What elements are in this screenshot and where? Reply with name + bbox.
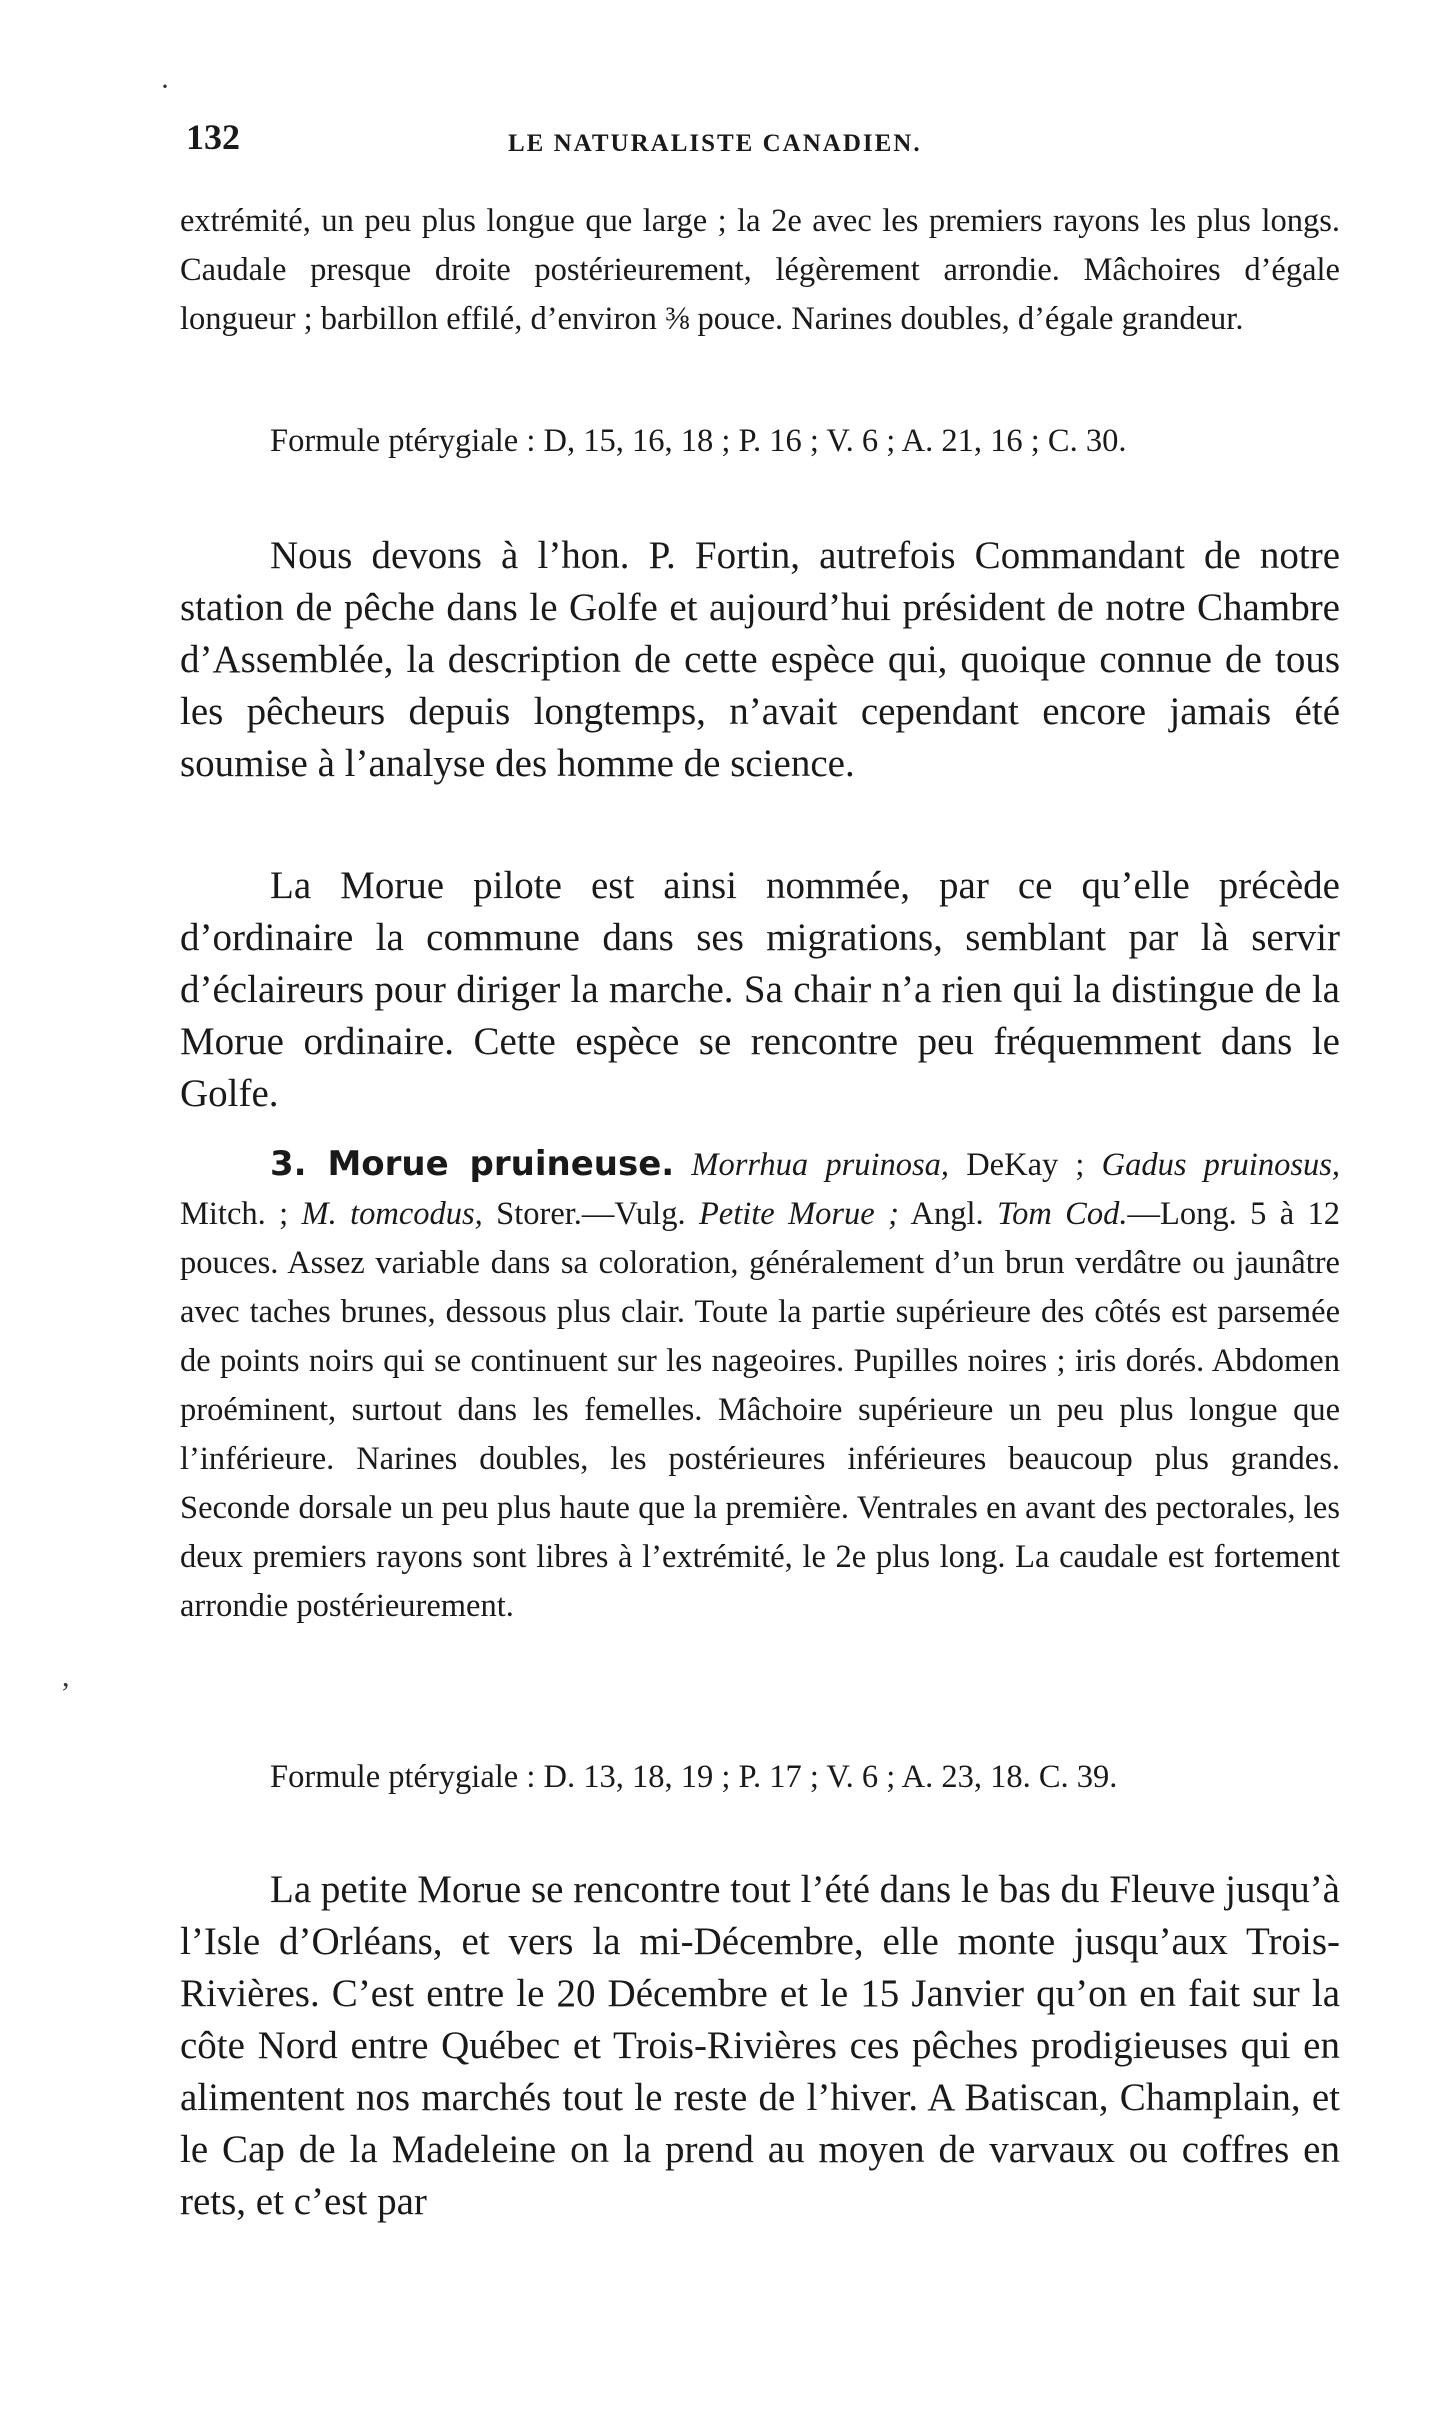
pterygial-formula-1: Formule ptérygiale : D, 15, 16, 18 ; P. 16 ; V. 6 ; A. 21, 16 ; C. 30. — [270, 423, 1127, 459]
english-label: Angl. — [898, 1196, 997, 1232]
paragraph-fortin: Nous devons à l’hon. P. Fortin, autrefois Commandant de notre station de pêche dans le Golfe et aujourd’hui président de notre Chambre d’Assemblée, la description de cette espèce qui, quoique connue de tous les pêcheurs depuis longtemps, n’avait cependant encore jamais été soumise à l’analyse des homme de science. — [180, 534, 1340, 785]
species-heading: 3. Morue pruineuse. — [270, 1144, 675, 1184]
paragraph-morue-pilote: La Morue pilote est ainsi nommée, par ce qu’elle précède d’ordinaire la commune dans ses migrations, semblant par là servir d’éclaireurs pour diriger la marche. Sa chair n’a rien qui la distingue de la Morue ordinaire. Cette espèce se rencontre peu fréquemment dans le Golfe. — [180, 864, 1340, 1115]
paragraph-petite-morue: La petite Morue se rencontre tout l’été dans le bas du Fleuve jusqu’à l’Isle d’Orléans, et vers la mi-Décembre, elle monte jusqu’aux Trois-Rivières. C’est entre le 20 Décembre et le 15 Janvier qu’on en fait sur la côte Nord entre Québec et Trois-Rivières ces pêches prodigieuses qui en alimentent nos marchés tout le reste de l’hiver. A Batiscan, Champlain, et le Cap de la Madeleine on la prend au moyen de varvaux ou coffres en rets, et c’est par — [180, 1868, 1340, 2223]
synonym-name: Gadus pruinosus, — [1101, 1147, 1341, 1183]
scientific-name: Morrhua pruinosa, — [691, 1147, 950, 1183]
page-header — [178, 112, 1338, 162]
page-number: 132 — [186, 117, 240, 157]
authority: DeKay ; — [949, 1147, 1102, 1183]
synonym-name: M. tomcodus, — [301, 1196, 483, 1232]
species-entry-morue-pruineuse — [180, 1140, 1340, 1631]
species-description: —Long. 5 à 12 pouces. Assez variable dans sa coloration, généralement d’un brun verdâtre ou jaunâtre avec taches brunes, dessous plus clair. Toute la partie supérieure des côtés est parsemée de points noirs qui se continuent sur les nageoires. Pupilles noires ; iris dorés. Abdomen proéminent, surtout dans les femelles. Mâchoire supérieure un peu plus longue que l’inférieure. Narines doubles, les postérieures inférieures beaucoup plus grandes. Seconde dorsale un peu plus haute que la première. Ventrales en avant des pectorales, les deux premiers rayons sont libres à l’extrémité, le 2e plus long. La caudale est fortement arrondie postérieurement. — [180, 1196, 1340, 1624]
authority: Storer.—Vulg. — [482, 1196, 699, 1232]
pterygial-formula-2: Formule ptérygiale : D. 13, 18, 19 ; P. 17 ; V. 6 ; A. 23, 18. C. 39. — [270, 1759, 1118, 1795]
running-title: LE NATURALISTE CANADIEN. — [508, 130, 922, 157]
vulgar-name: Petite Morue ; — [698, 1196, 899, 1232]
authority: Mitch. ; — [180, 1196, 302, 1232]
continuation-paragraph: extrémité, un peu plus longue que large ; la 2e avec les premiers rayons les plus longs. Caudale presque droite postérieurement, légèrement arrondie. Mâchoires d’égale longueur ; barbillon effilé, d’environ ⅜ pouce. Narines doubles, d’égale grandeur. — [180, 203, 1340, 337]
margin-mark: · — [160, 70, 170, 103]
english-name: Tom Cod. — [997, 1196, 1128, 1232]
margin-mark: , — [62, 1660, 70, 1693]
